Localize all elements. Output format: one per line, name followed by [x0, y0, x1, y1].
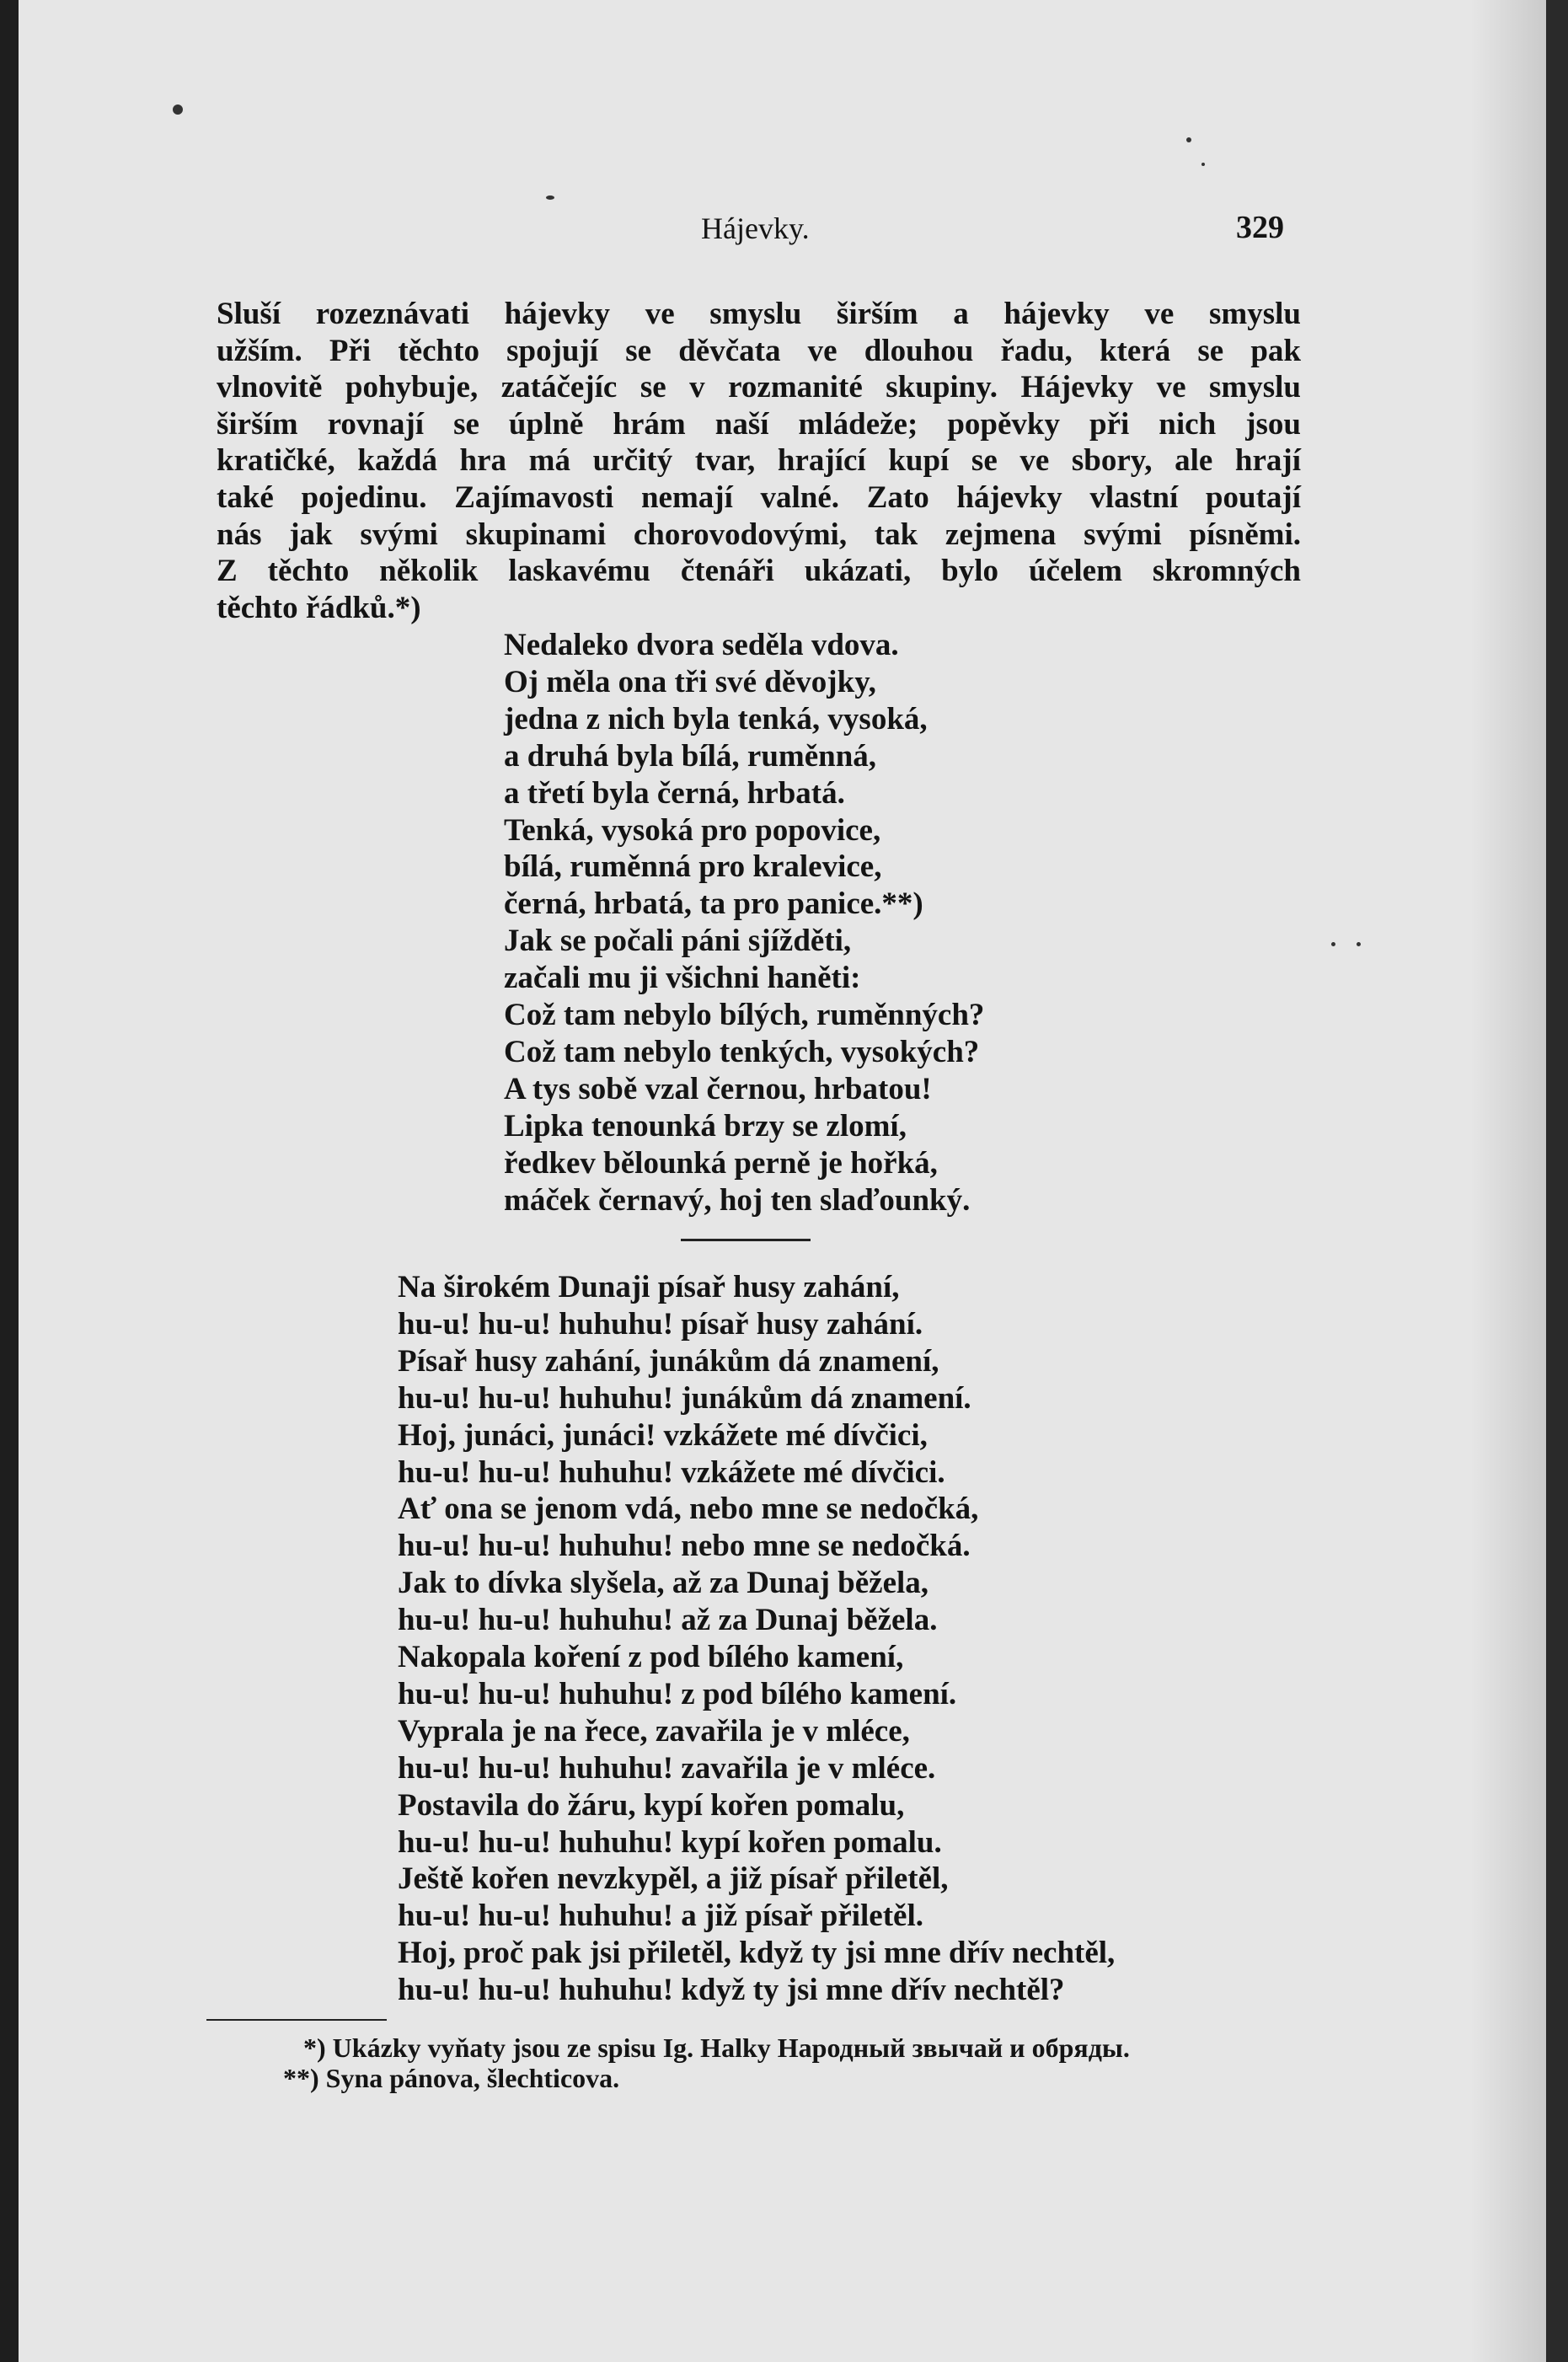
paragraph-line: také pojedinu. Zajímavosti nemají valné. Zato hájevky vlastní poutají	[217, 480, 1301, 515]
running-header-title: Hájevky.	[701, 212, 810, 245]
verse-line: hu-u! hu-u! huhuhu! zavařila je v mléce.	[398, 1750, 936, 1786]
dust-speck	[1186, 137, 1191, 142]
verse-line: Ještě kořen nevzkypěl, a již písař přiletěl,	[398, 1861, 949, 1897]
dust-speck	[1331, 942, 1335, 946]
verse-line: hu-u! hu-u! huhuhu! junákům dá znamení.	[398, 1380, 971, 1416]
verse-line: Nakopala koření z pod bílého kamení,	[398, 1640, 904, 1674]
verse-line: začali mu ji všichni haněti:	[504, 961, 861, 996]
paragraph-line: vlnovitě pohybuje, zatáčejíc se v rozmanité skupiny. Hájevky ve smyslu	[217, 370, 1301, 405]
verse-line: Tenká, vysoká pro popovice,	[504, 812, 881, 848]
paragraph-line: užším. Při těchto spojují se děvčata ve dlouhou řadu, která se pak	[217, 333, 1301, 368]
dust-speck	[173, 104, 183, 115]
verse-line: hu-u! hu-u! huhuhu! vzkážete mé dívčici.	[398, 1454, 945, 1490]
verse-line: máček černavý, hoj ten slaďounký.	[504, 1182, 971, 1218]
page-number: 329	[1236, 210, 1284, 245]
verse-line: Postavila do žáru, kypí kořen pomalu,	[398, 1787, 905, 1823]
verse-line: Hoj, proč pak jsi přiletěl, když ty jsi mne dřív nechtěl,	[398, 1936, 1116, 1971]
paragraph-line: kratičké, každá hra má určitý tvar, hrající kupí se ve sbory, ale hrají	[217, 443, 1301, 479]
page-right-shadow	[1470, 0, 1546, 2362]
verse-line: Oj měla ona tři své děvojky,	[504, 664, 876, 699]
verse-line: Písař husy zahání, junákům dá znamení,	[398, 1343, 939, 1379]
dust-speck	[546, 195, 554, 200]
paragraph-line: širším rovnají se úplně hrám naší mládeže; popěvky při nich jsou	[217, 406, 1301, 442]
footnote-line: *) Ukázky vyňaty jsou ze spisu Ig. Halky Народный звычай и обряды.	[303, 2033, 1130, 2063]
verse-line: a třetí byla černá, hrbatá.	[504, 775, 845, 811]
footnote-line: **) Syna pánova, šlechticova.	[283, 2063, 620, 2093]
verse-line: hu-u! hu-u! huhuhu! když ty jsi mne dřív nechtěl?	[398, 1973, 1065, 2008]
paragraph-line: Sluší rozeznávati hájevky ve smyslu širším a hájevky ve smyslu	[217, 297, 1301, 331]
verse-line: Jak to dívka slyšela, až za Dunaj běžela,	[398, 1566, 929, 1601]
dust-speck	[1201, 163, 1205, 166]
verse-line: Nedaleko dvora seděla vdova.	[504, 628, 899, 662]
verse-line: hu-u! hu-u! huhuhu! písař husy zahání.	[398, 1306, 923, 1342]
page-right-edge	[1546, 0, 1568, 2362]
verse-line: a druhá byla bílá, ruměnná,	[504, 738, 877, 774]
verse-line: hu-u! hu-u! huhuhu! kypí kořen pomalu.	[398, 1824, 942, 1860]
dust-speck	[1357, 942, 1361, 946]
verse-line: černá, hrbatá, ta pro panice.**)	[504, 886, 923, 922]
footnote-rule	[206, 2019, 387, 2021]
section-divider	[681, 1239, 811, 1241]
verse-line: jedna z nich byla tenká, vysoká,	[504, 701, 928, 736]
paragraph-line: těchto řádků.*)	[217, 590, 421, 625]
verse-line: Lipka tenounká brzy se zlomí,	[504, 1108, 907, 1144]
verse-line: hu-u! hu-u! huhuhu! až za Dunaj běžela.	[398, 1603, 938, 1638]
verse-line: Hoj, junáci, junáci! vzkážete mé dívčici,	[398, 1417, 928, 1453]
verse-line: bílá, ruměnná pro kralevice,	[504, 849, 882, 885]
verse-line: Ať ona se jenom vdá, nebo mne se nedočká,	[398, 1492, 979, 1527]
paragraph-line: Z těchto několik laskavému čtenáři ukázati, bylo účelem skromných	[217, 554, 1301, 589]
verse-line: Jak se počali páni sjížděti,	[504, 924, 852, 959]
verse-line: Což tam nebylo tenkých, vysokých?	[504, 1034, 980, 1069]
verse-line: A tys sobě vzal černou, hrbatou!	[504, 1071, 932, 1106]
verse-line: Což tam nebylo bílých, ruměnných?	[504, 998, 985, 1032]
verse-line: Na širokém Dunaji písař husy zahání,	[398, 1270, 900, 1304]
verse-line: ředkev bělounká perně je hořká,	[504, 1145, 938, 1181]
verse-line: Vyprala je na řece, zavařila je v mléce,	[398, 1713, 910, 1749]
paragraph-line: nás jak svými skupinami chorovodovými, tak zejmena svými písněmi.	[217, 517, 1301, 552]
page-left-edge	[0, 0, 19, 2362]
verse-line: hu-u! hu-u! huhuhu! a již písař přiletěl.	[398, 1899, 923, 1934]
verse-line: hu-u! hu-u! huhuhu! nebo mne se nedočká.	[398, 1529, 971, 1564]
verse-line: hu-u! hu-u! huhuhu! z pod bílého kamení.	[398, 1676, 957, 1711]
